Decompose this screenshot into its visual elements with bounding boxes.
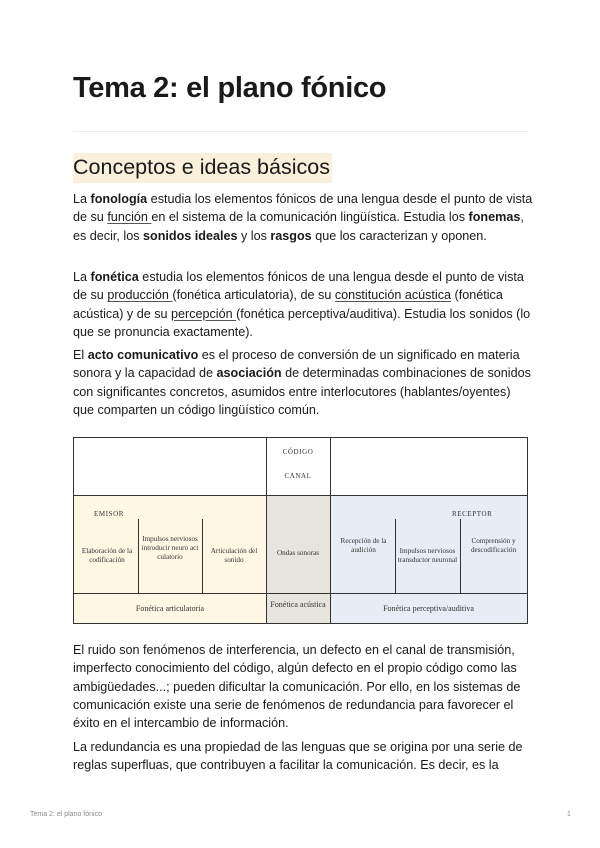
receptor-step: Impulsos nerviosos transductor neuronal [397, 547, 458, 564]
paragraph-ruido: El ruido son fenómenos de interferencia, un defecto en el canal de transmisión, imperfecto conocimiento del código, algún defecto en el propio código como las ambigüedades...; pueden dificultar la comunicación. Por ello, en los sistemas de comunicación existe una serie de fenómenos de redundancia para favorecer el éxito en el intercambio de información. [73, 643, 521, 731]
receptor-step: Comprensión y descodificación [470, 537, 517, 554]
emisor-label: EMISOR [94, 510, 125, 518]
communication-diagram [73, 437, 528, 624]
emisor-step: Elaboración de la codificación [81, 547, 133, 564]
fonetica-articulatoria-label: Fonética articulatoria [135, 604, 205, 613]
section-heading: Conceptos e ideas básicos [73, 153, 332, 183]
divider [73, 131, 528, 132]
footer-title: Tema 2: el plano fónico [30, 811, 102, 818]
paragraph-acto-comunicativo: El acto comunicativo es el proceso de conversión de un significado en materia sonora y la capacidad de asociación de determinadas combinaciones de sonidos con significantes concretos, asumidos entre interlocutores (hablantes/oyentes) que comparten un código lingüístico común. [73, 348, 531, 417]
emisor-step: Impulsos nerviosos introducir neuro act culatorio [141, 534, 199, 561]
fonetica-acustica-label: Fonética acústica [270, 599, 326, 609]
emisor-step: Articulación del sonido [210, 547, 258, 564]
page-number: 1 [567, 811, 571, 818]
canal-label: CANAL [284, 472, 312, 480]
canal-step: Ondas sonoras [276, 548, 320, 557]
paragraph-fonologia: La fonología estudia los elementos fónicos de una lengua desde el punto de vista de su función en el sistema de la comunicación lingüística. Estudia los fonemas, es decir, los sonidos ideales y los rasgos que los caracterizan y oponen. [73, 192, 533, 243]
receptor-label: RECEPTOR [452, 510, 493, 518]
paragraph-fonetica: La fonética estudia los elementos fónicos de una lengua desde el punto de vista de su producción (fonética articulatoria), de su constitución acústica (fonética acústica) y de su percepción (fonética perceptiva/auditiva). Estudia los sonidos (lo que se pronuncia exactamente). [73, 270, 531, 339]
page-title: Tema 2: el plano fónico [73, 72, 387, 104]
divider [74, 495, 527, 496]
fonetica-perceptiva-label: Fonética perceptiva/auditiva [383, 604, 474, 613]
codigo-label: CÓDIGO [282, 448, 314, 456]
receptor-step: Recepción de la audición [340, 537, 387, 554]
paragraph-redundancia: La redundancia es una propiedad de las lenguas que se origina por una serie de reglas superfluas, que contribuyen a facilitar la comunicación. Es decir, es la [73, 740, 523, 773]
